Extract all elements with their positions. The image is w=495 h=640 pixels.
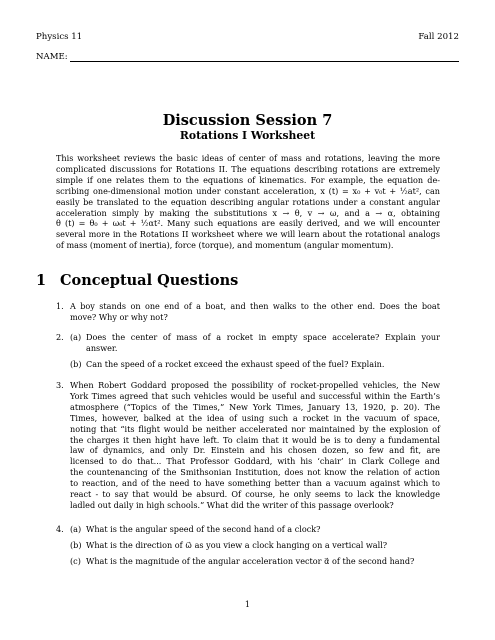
document-title: Discussion Session 7 <box>162 112 333 129</box>
intro-line: easily be translated to the equation describing angular rotations under a constant angular <box>56 196 440 207</box>
intro-line: simple if one relates them to the equations of kinematics. For example, the equation de- <box>56 174 440 185</box>
subpart-label: (b) <box>70 539 82 550</box>
question-text: law of dynamics, and only Dr. Einstein and his chosen dozen, so few and fit, are <box>70 445 440 456</box>
question-text: A boy stands on one end of a boat, and then walks to the other end. Does the boat <box>70 301 440 311</box>
name-label: NAME: <box>36 52 68 62</box>
page-header <box>36 32 459 42</box>
question-number: 1. <box>56 301 64 311</box>
question-text: answer. <box>86 342 118 353</box>
question-1 <box>56 301 440 323</box>
question-2b <box>70 359 440 370</box>
name-blank-line <box>70 53 459 62</box>
question-text: York Times agreed that such vehicles would be useful and successful within the Earth’s <box>70 390 440 401</box>
section-number: 1 <box>36 272 47 289</box>
question-text: Can the speed of a rocket exceed the exhaust speed of the fuel? Explain. <box>86 358 385 369</box>
document-subtitle: Rotations I Worksheet <box>179 129 316 142</box>
question-text: the charges it then hight have left. To claim that it would be is to deny a fundamental <box>70 434 440 445</box>
section-heading <box>36 272 238 289</box>
question-2a <box>70 332 440 354</box>
question-text: to reaction, and of the need to have something better than a vacuum against which to <box>70 478 440 489</box>
question-text: atmosphere (“Topics of the Times,” New York Times, January 13, 1920, p. 20). The <box>70 401 440 412</box>
section-title: Conceptual Questions <box>60 272 239 289</box>
question-text: the countenancing of the Smithsonian Institution, does not know the relation of action <box>70 467 440 478</box>
question-3 <box>56 380 440 511</box>
term-label: Fall 2012 <box>418 32 459 42</box>
intro-line: acceleration simply by making the substitutions x → θ, v → ω, and a → α, obtaining <box>56 207 440 218</box>
question-4 <box>56 524 440 567</box>
question-text: ladled out daily in high schools.” What did the writer of this passage overlook? <box>70 499 394 510</box>
question-number: 4. <box>56 524 64 534</box>
question-4a <box>70 524 440 535</box>
question-text: What is the magnitude of the angular acceleration vector α⃗ of the second hand? <box>86 555 415 566</box>
subpart-label: (a) <box>70 332 82 342</box>
name-field-row <box>36 52 459 62</box>
question-4c <box>70 556 440 567</box>
intro-line: θ (t) = θ₀ + ω₀t + ½αt². Many such equations are easily derived, and we will encounter <box>56 218 440 229</box>
intro-paragraph <box>56 153 440 251</box>
intro-line: complicated discussions for Rotations II. The equations describing rotations are extremely <box>56 163 440 174</box>
question-text: What is the direction of ω⃗ as you view a clock hanging on a vertical wall? <box>86 539 388 550</box>
subpart-label: (a) <box>70 524 82 534</box>
question-2 <box>56 332 440 370</box>
intro-line: This worksheet reviews the basic ideas of center of mass and rotations, leaving the more <box>56 153 440 163</box>
intro-line: of mass (moment of inertia), force (torque), and momentum (angular momentum). <box>56 240 394 251</box>
question-text: What is the angular speed of the second hand of a clock? <box>86 524 321 534</box>
question-number: 2. <box>56 332 64 342</box>
question-number: 3. <box>56 380 64 390</box>
question-text: Does the center of mass of a rocket in empty space accelerate? Explain your <box>86 332 440 342</box>
question-text: react - to say that would be absurd. Of course, he only seems to lack the knowledge <box>70 489 440 500</box>
intro-line: scribing one-dimensional motion under constant acceleration, x (t) = x₀ + v₀t + ½at², can <box>56 185 440 196</box>
subpart-label: (b) <box>70 358 82 369</box>
course-label: Physics 11 <box>36 32 83 42</box>
question-4b <box>70 540 440 551</box>
question-text: move? Why or why not? <box>70 311 168 322</box>
question-text: When Robert Goddard proposed the possibility of rocket-propelled vehicles, the New <box>70 380 440 390</box>
page-number: 1 <box>244 599 251 609</box>
question-text: noting that “its flight would be neither accelerated nor maintained by the explosion of <box>70 423 440 434</box>
question-text: licensed to do that... That Professor Goddard, with his ‘chair’ in Clark College and <box>70 456 440 467</box>
subpart-label: (c) <box>70 555 81 566</box>
question-text: Times, however, balked at the idea of using such a rocket in the vacuum of space, <box>70 412 440 423</box>
intro-line: several more in the Rotations II worksheet where we will learn about the rotational analogs <box>56 229 440 240</box>
